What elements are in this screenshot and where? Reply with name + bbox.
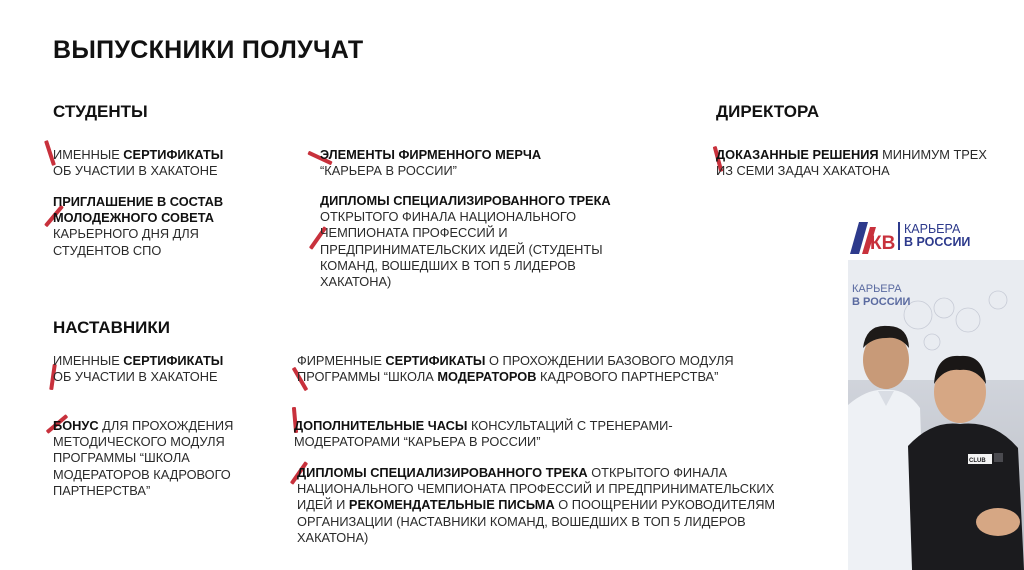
text: ОТКРЫТОГО ФИНАЛА НАЦИОНАЛЬНОГО ЧЕМПИОНАТА ПРОФЕССИЙ И ПРЕДПРИНИМАТЕЛЬСКИХ ИДЕЙ (СТУДЕНТЫ КОМАНД, ВОШЕДШИХ В ТОП 5 ЛИДЕРОВ ХАКАТОНА): [320, 209, 603, 290]
text: О ПРОХОЖДЕНИИ БАЗОВОГО МОДУЛЯ ПРОГРАММЫ “ШКОЛА: [297, 353, 734, 385]
mentors-certificates: [53, 353, 253, 385]
section-students-heading: СТУДЕНТЫ: [53, 102, 148, 121]
logo-line1: КАРЬЕРА: [904, 222, 961, 236]
text-bold: СЕРТИФИКАТЫ: [385, 353, 486, 368]
directors-solutions: [716, 147, 991, 179]
text: КОНСУЛЬТАЦИЙ С ТРЕНЕРАМИ-МОДЕРАТОРАМИ “КАРЬЕРА В РОССИИ”: [294, 418, 673, 450]
text-bold: ДОПОЛНИТЕЛЬНЫЕ ЧАСЫ: [294, 418, 468, 433]
text-bold: ДИПЛОМЫ СПЕЦИАЛИЗИРОВАННОГО ТРЕКА: [297, 465, 588, 480]
text-bold: ДОКАЗАННЫЕ РЕШЕНИЯ: [716, 147, 879, 162]
svg-text:CLUB: CLUB: [969, 458, 986, 464]
logo-line2: В РОССИИ: [904, 235, 971, 249]
svg-text:КАРЬЕРА: КАРЬЕРА: [852, 283, 902, 295]
text: МИНИМУМ ТРЕХ ИЗ СЕМИ ЗАДАЧ ХАКАТОНА: [716, 147, 987, 179]
students-invitation: [53, 194, 243, 259]
text: ДЛЯ ПРОХОЖДЕНИЯ МЕТОДИЧЕСКОГО МОДУЛЯ ПРОГРАММЫ “ШКОЛА МОДЕРАТОРОВ КАДРОВОГО ПАРТНЕРСТВА”: [53, 418, 234, 498]
section-mentors-heading: НАСТАВНИКИ: [53, 318, 170, 337]
text: ИМЕННЫЕ: [53, 353, 124, 368]
mentors-diplomas: [297, 465, 797, 546]
text: О ПООЩРЕНИИ РУКОВОДИТЕЛЯМ ОРГАНИЗАЦИИ (НАСТАВНИКИ КОМАНД, ВОШЕДШИХ В ТОП 5 ЛИДЕРОВ ХАКАТОНА): [297, 497, 776, 545]
text: КАДРОВОГО ПАРТНЕРСТВА”: [536, 369, 719, 385]
text: ФИРМЕННЫЕ: [297, 353, 386, 368]
text: ОТКРЫТОГО ФИНАЛА НАЦИОНАЛЬНОГО ЧЕМПИОНАТА ПРОФЕССИЙ И ПРЕДПРИНИМАТЕЛЬСКИХ ИДЕЙ И: [297, 465, 775, 513]
mentors-extra-hours: [294, 418, 724, 450]
students-diplomas: [320, 193, 650, 290]
mentors-brand-certificates: [297, 353, 737, 385]
logo-mark-icon: [848, 221, 900, 255]
text-bold: ДИПЛОМЫ СПЕЦИАЛИЗИРОВАННОГО ТРЕКА: [320, 193, 611, 208]
svg-text:В РОССИИ: В РОССИИ: [852, 296, 911, 308]
text-bold: РЕКОМЕНДАТЕЛЬНЫЕ ПИСЬМА: [348, 497, 555, 513]
text-bold: ЭЛЕМЕНТЫ ФИРМЕННОГО МЕРЧА: [320, 147, 542, 162]
students-merch: [320, 147, 580, 179]
text-bold: МОДЕРАТОРОВ: [437, 369, 537, 385]
students-certificates: [53, 147, 253, 179]
text-bold: БОНУС: [53, 418, 99, 433]
text: ОБ УЧАСТИИ В ХАКАТОНЕ: [53, 163, 218, 179]
page-title: ВЫПУСКНИКИ ПОЛУЧАТ: [53, 36, 364, 64]
text-bold: ПРИГЛАШЕНИЕ В СОСТАВ МОЛОДЕЖНОГО СОВЕТА: [53, 194, 224, 226]
mentors-photo: [848, 260, 1024, 570]
text: КАРЬЕРНОГО ДНЯ ДЛЯ СТУДЕНТОВ СПО: [53, 226, 199, 258]
section-directors-heading: ДИРЕКТОРА: [716, 102, 820, 121]
mentors-bonus: [53, 418, 258, 499]
career-russia-logo: [848, 218, 998, 258]
text-bold: СЕРТИФИКАТЫ: [123, 147, 224, 162]
text: “КАРЬЕРА В РОССИИ”: [320, 163, 457, 179]
svg-text:КВ: КВ: [870, 233, 896, 254]
text: ОБ УЧАСТИИ В ХАКАТОНЕ: [53, 369, 218, 385]
text-bold: СЕРТИФИКАТЫ: [123, 353, 224, 368]
text: ИМЕННЫЕ: [53, 147, 124, 162]
